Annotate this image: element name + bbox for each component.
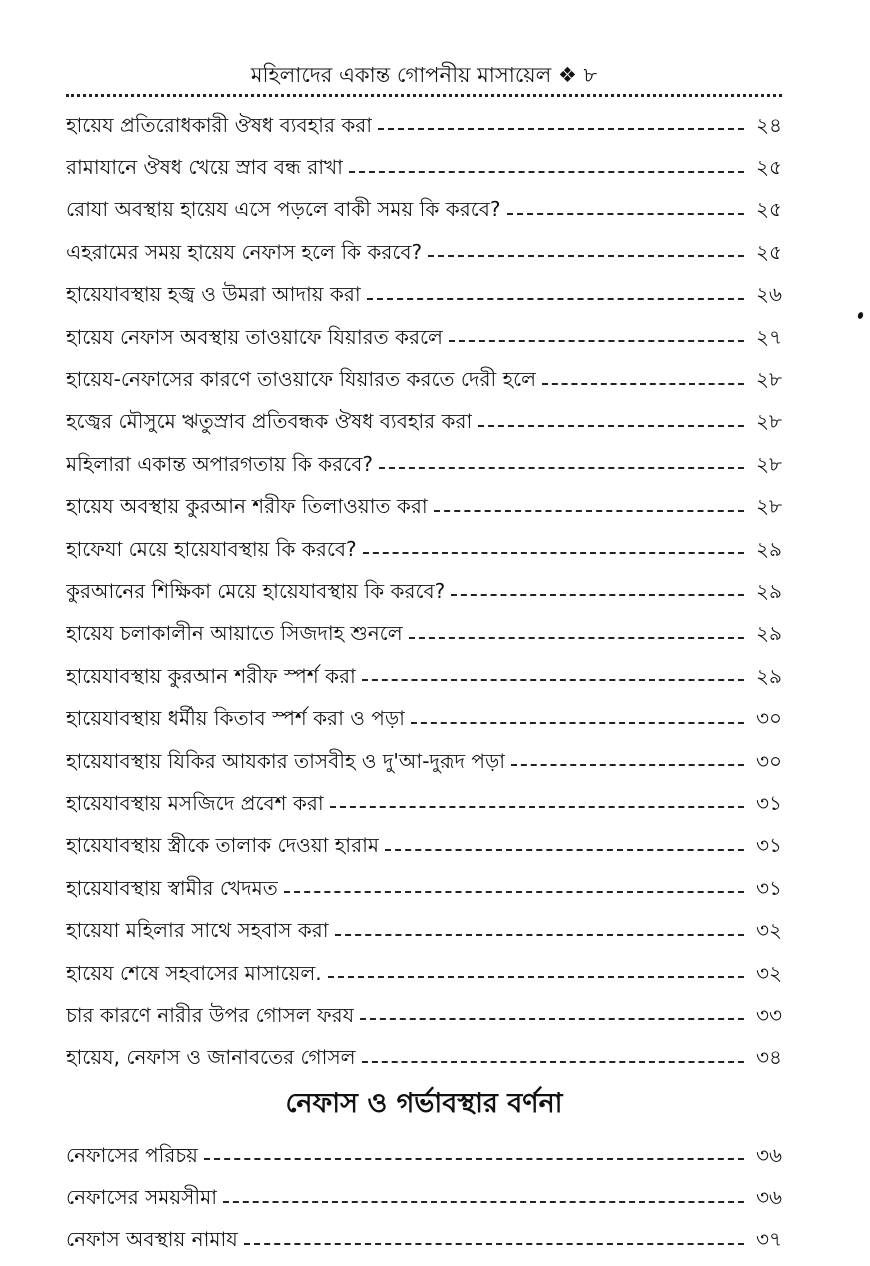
- toc-entry-title: হায়েয চলাকালীন আয়াতে সিজদাহ শুনলে: [66, 621, 403, 646]
- toc-entry: [66, 954, 782, 996]
- toc-dash-leader: [367, 298, 744, 300]
- toc-dash-leader: [428, 255, 744, 257]
- toc-entry-title: রামাযানে ঔষধ খেয়ে স্রাব বন্ধ রাখা: [66, 155, 343, 180]
- table-of-contents-section-2: [66, 1136, 782, 1263]
- toc-entry-title: চার কারণে নারীর উপর গোসল ফরয: [66, 1002, 355, 1027]
- toc-entry-title: হায়েযাবস্থায় হজ্ব ও উমরা আদায় করা: [66, 282, 361, 307]
- toc-entry: [66, 106, 782, 148]
- toc-entry-page-number: ২৯: [756, 663, 782, 688]
- toc-dash-leader: [507, 213, 744, 215]
- toc-dash-leader: [411, 722, 744, 724]
- toc-entry-title: মহিলারা একান্ত অপারগতায় কি করবে?: [66, 451, 373, 476]
- toc-entry-title: হায়েযাবস্থায় কুরআন শরীফ স্পর্শ করা: [66, 663, 356, 688]
- toc-entry: [66, 784, 782, 826]
- toc-entry: [66, 233, 782, 275]
- toc-entry-title: নেফাসের পরিচয়: [66, 1142, 198, 1167]
- toc-entry: [66, 360, 782, 402]
- toc-dash-leader: [363, 552, 744, 554]
- toc-entry-title: হায়েযা মহিলার সাথে সহবাস করা: [66, 918, 329, 943]
- running-head: মহিলাদের একান্ত গোপনীয় মাসায়েল ❖ ৮: [250, 63, 598, 87]
- toc-dash-leader: [362, 679, 744, 681]
- toc-entry-page-number: ৩৬: [755, 1142, 782, 1167]
- toc-dash-leader: [362, 1061, 744, 1063]
- toc-entry-page-number: ৩৬: [755, 1185, 782, 1210]
- toc-entry-title: হায়েয অবস্থায় কুরআন শরীফ তিলাওয়াত করা: [66, 494, 428, 519]
- toc-entry-page-number: ২৯: [756, 621, 782, 646]
- toc-dash-leader: [284, 891, 744, 893]
- toc-entry-page-number: ৩২: [755, 960, 782, 985]
- toc-entry-title: হায়েযাবস্থায় স্ত্রীকে তালাক দেওয়া হারাম: [66, 833, 379, 858]
- toc-entry: [66, 615, 782, 657]
- toc-entry: [66, 530, 782, 572]
- toc-entry: [66, 403, 782, 445]
- toc-dash-leader: [434, 510, 744, 512]
- toc-entry-title: হায়েয প্রতিরোধকারী ঔষধ ব্যবহার করা: [66, 112, 373, 137]
- toc-entry-page-number: ২৯: [756, 536, 782, 561]
- toc-entry-page-number: ২৮: [756, 367, 782, 392]
- toc-entry: [66, 1178, 782, 1220]
- toc-entry: [66, 488, 782, 530]
- toc-entry-page-number: ৩১: [756, 833, 782, 858]
- toc-entry: [66, 869, 782, 911]
- toc-entry-title: এহরামের সময় হায়েয নেফাস হলে কি করবে?: [66, 239, 423, 264]
- toc-entry-page-number: ২৬: [755, 282, 782, 307]
- toc-entry: [66, 1039, 782, 1081]
- toc-dash-leader: [244, 1243, 744, 1245]
- toc-dash-leader: [223, 1201, 744, 1203]
- toc-dash-leader: [360, 1018, 744, 1020]
- toc-entry-title: হজ্বের মৌসুমে ঋতুস্রাব প্রতিবন্ধক ঔষধ ব্যবহার করা: [66, 409, 473, 434]
- toc-entry-title: হায়েযাবস্থায় মসজিদে প্রবেশ করা: [66, 790, 324, 815]
- toc-entry-page-number: ২৪: [756, 112, 782, 137]
- toc-entry-page-number: ৩৭: [755, 1227, 782, 1252]
- toc-dash-leader: [349, 171, 744, 173]
- toc-entry-page-number: ৩৪: [756, 1045, 782, 1070]
- toc-dash-leader: [328, 976, 744, 978]
- toc-entry-page-number: ২৯: [756, 578, 782, 603]
- toc-entry: [66, 699, 782, 741]
- toc-entry-page-number: ২৮: [756, 494, 782, 519]
- toc-entry-title: হায়েয শেষে সহবাসের মাসায়েল.: [66, 960, 322, 985]
- toc-entry: [66, 742, 782, 784]
- toc-entry: [66, 445, 782, 487]
- toc-entry: [66, 148, 782, 190]
- header-dotted-rule: [66, 94, 782, 97]
- toc-entry-page-number: ২৭: [755, 324, 782, 349]
- section-heading: নেফাস ও গর্ভাবস্থার বর্ণনা: [285, 1088, 563, 1119]
- toc-entry-title: রোযা অবস্থায় হায়েয এসে পড়লে বাকী সময় কি করবে?: [66, 197, 501, 222]
- toc-entry-title: হাফেযা মেয়ে হায়েযাবস্থায় কি করবে?: [66, 536, 357, 561]
- toc-entry-page-number: ৩০: [755, 748, 782, 773]
- toc-entry: [66, 1136, 782, 1178]
- toc-entry-title: হায়েয-নেফাসের কারণে তাওয়াফে যিয়ারত করতে দেরী হলে: [66, 367, 537, 392]
- toc-entry: [66, 996, 782, 1038]
- toc-entry: [66, 191, 782, 233]
- toc-entry-page-number: ৩০: [755, 706, 782, 731]
- toc-entry-title: হায়েযাবস্থায় ধর্মীয় কিতাব স্পর্শ করা ও পড়া: [66, 706, 405, 731]
- table-of-contents: [66, 106, 782, 1081]
- toc-entry-title: নেফাস অবস্থায় নামায: [66, 1227, 238, 1252]
- toc-entry-title: হায়েয, নেফাস ও জানাবতের গোসল: [66, 1045, 356, 1070]
- toc-dash-leader: [449, 340, 744, 342]
- toc-entry: [66, 572, 782, 614]
- toc-dash-leader: [511, 764, 744, 766]
- toc-entry: [66, 276, 782, 318]
- toc-entry-page-number: ৩১: [756, 790, 782, 815]
- toc-entry-page-number: ২৮: [756, 451, 782, 476]
- toc-dash-leader: [379, 467, 744, 469]
- toc-dash-leader: [542, 383, 744, 385]
- toc-entry-page-number: ২৫: [756, 155, 782, 180]
- toc-dash-leader: [385, 849, 744, 851]
- toc-entry: [66, 911, 782, 953]
- toc-entry-page-number: ৩১: [756, 875, 782, 900]
- toc-dash-leader: [204, 1158, 744, 1160]
- toc-entry-title: কুরআনের শিক্ষিকা মেয়ে হায়েযাবস্থায় কি করবে?: [66, 578, 446, 603]
- toc-entry-page-number: ২৫: [756, 197, 782, 222]
- toc-dash-leader: [330, 806, 744, 808]
- toc-entry: [66, 318, 782, 360]
- toc-entry-page-number: ৩৩: [755, 1002, 782, 1027]
- toc-entry: [66, 827, 782, 869]
- toc-dash-leader: [409, 637, 744, 639]
- toc-entry: [66, 1221, 782, 1263]
- toc-entry: [66, 657, 782, 699]
- toc-entry-page-number: ৩২: [755, 918, 782, 943]
- toc-dash-leader: [335, 934, 744, 936]
- toc-dash-leader: [378, 128, 744, 130]
- toc-dash-leader: [451, 594, 744, 596]
- toc-dash-leader: [478, 425, 744, 427]
- toc-entry-title: হায়েযাবস্থায় স্বামীর খেদমত: [66, 875, 278, 900]
- toc-entry-title: হায়েয নেফাস অবস্থায় তাওয়াফে যিয়ারত করলে: [66, 324, 443, 349]
- toc-entry-title: নেফাসের সময়সীমা: [66, 1185, 218, 1210]
- ink-speck: [857, 311, 864, 319]
- toc-entry-page-number: ২৮: [756, 409, 782, 434]
- toc-entry-title: হায়েযাবস্থায় যিকির আযকার তাসবীহ ও দু'আ-দুরূদ পড়া: [66, 748, 506, 773]
- toc-entry-page-number: ২৫: [756, 239, 782, 264]
